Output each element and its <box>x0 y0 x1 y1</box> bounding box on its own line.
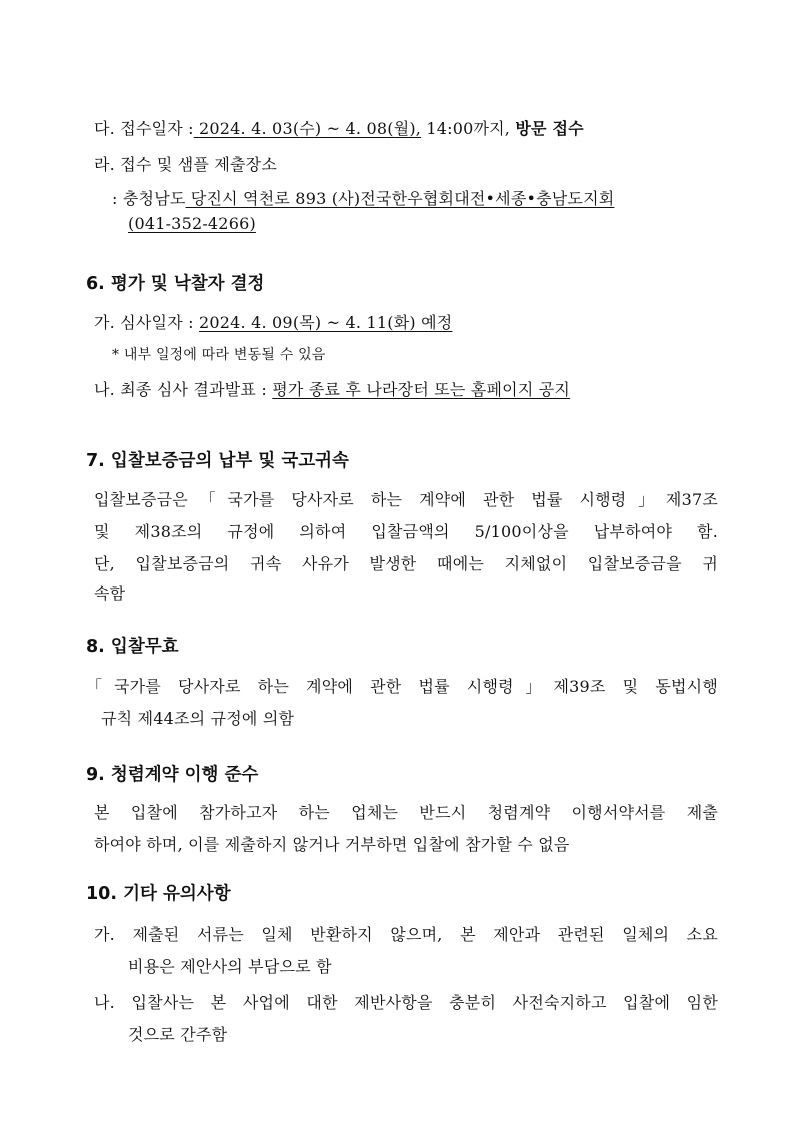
review-date: 2024. 4. 09(목) ~ 4. 11(화) 예정 <box>199 313 453 332</box>
notice-item-ga: 가. 제출된 서류는 일체 반환하지 않으며, 본 제안과 관련된 일체의 소요 <box>94 925 718 944</box>
notice-item-na-cont: 것으로 간주함 <box>128 1025 228 1044</box>
result-announcement: 평가 종료 후 나라장터 또는 홈페이지 공지 <box>272 380 571 399</box>
section-10-title: 10. 기타 유의사항 <box>86 884 231 904</box>
section-7-line: 단, 입찰보증금의 귀속 사유가 발생한 때에는 지체없이 입찰보증금을 귀 <box>94 554 718 573</box>
section-7-line: 및 제38조의 규정에 의하여 입찰금액의 5/100이상을 납부하여야 함. <box>94 522 718 541</box>
section-6-title: 6. 평가 및 낙찰자 결정 <box>86 274 265 294</box>
section-8-line: 규칙 제44조의 규정에 의함 <box>101 709 295 728</box>
section-9-line: 하여야 하며, 이를 제출하지 않거나 거부하면 입찰에 참가할 수 없음 <box>94 835 570 854</box>
review-date-line: 가. 심사일자 : 2024. 4. 09(목) ~ 4. 11(화) 예정 <box>94 313 453 332</box>
receipt-address: : 충청남도 당진시 역천로 893 (사)전국한우협회대전•세종•충남도지회 <box>112 189 615 208</box>
receipt-date: 2024. 4. 03(수) ~ 4. 08(월), <box>193 119 422 138</box>
section-8-title: 8. 입찰무효 <box>86 637 179 657</box>
receipt-method: 방문 접수 <box>515 119 584 138</box>
result-announcement-line: 나. 최종 심사 결과발표 : 평가 종료 후 나라장터 또는 홈페이지 공지 <box>94 380 571 399</box>
section-7-title: 7. 입찰보증금의 납부 및 국고귀속 <box>86 451 349 471</box>
section-8-line: 「국가를 당사자로 하는 계약에 관한 법률 시행령」제39조 및 동법시행 <box>86 677 718 696</box>
receipt-phone: (041-352-4266) <box>128 214 256 233</box>
notice-item-ga-cont: 비용은 제안사의 부담으로 함 <box>128 957 332 976</box>
schedule-note: * 내부 일정에 따라 변동될 수 있음 <box>112 347 326 363</box>
receipt-place-label: 라. 접수 및 샘플 제출장소 <box>94 155 277 174</box>
section-7-line: 입찰보증금은「국가를 당사자로 하는 계약에 관한 법률 시행령」제37조 <box>94 490 718 509</box>
section-7-line: 속함 <box>94 584 126 603</box>
notice-item-na: 나. 입찰사는 본 사업에 대한 제반사항을 충분히 사전숙지하고 입찰에 임한 <box>94 993 718 1012</box>
receipt-date-line: 다. 접수일자 : 2024. 4. 03(수) ~ 4. 08(월), 14:00까지, 방문 접수 <box>94 119 584 138</box>
section-9-line: 본 입찰에 참가하고자 하는 업체는 반드시 청렴계약 이행서약서를 제출 <box>94 803 718 822</box>
section-9-title: 9. 청렴계약 이행 준수 <box>86 765 259 785</box>
